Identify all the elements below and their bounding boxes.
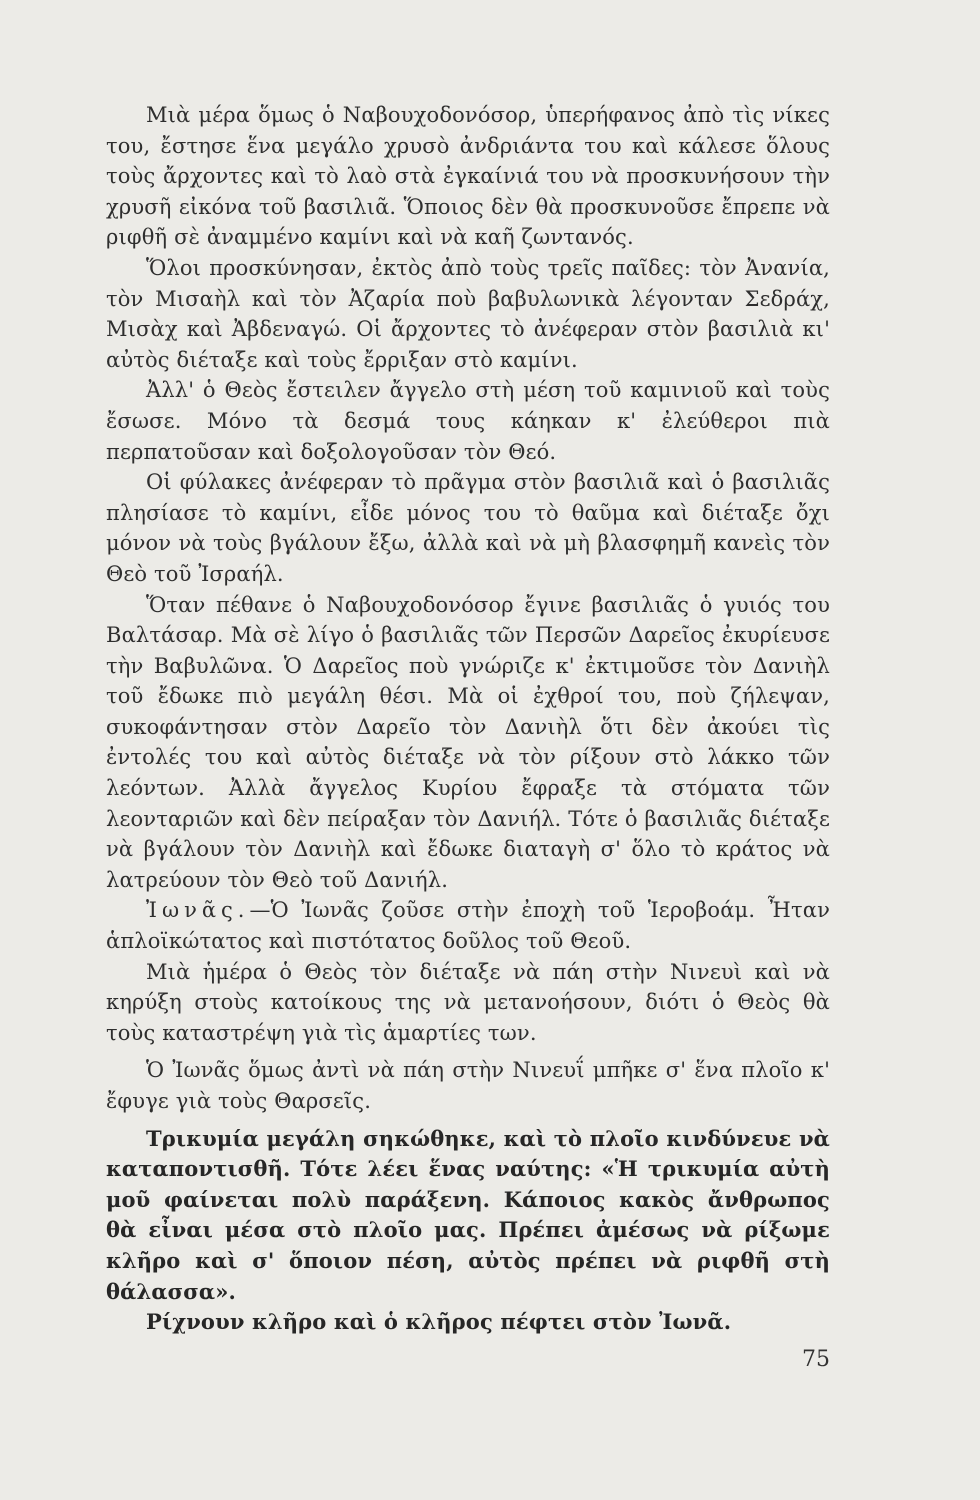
paragraph-8: Ὁ Ἰωνᾶς ὅμως ἀντὶ νὰ πάη στὴν Νινευΐ μπῆκε σ' ἕνα πλοῖο κ' ἔφυγε γιὰ τοὺς Θαρσεῖς. bbox=[106, 1058, 830, 1113]
paragraph-9: Τρικυμία μεγάλη σηκώθηκε, καὶ τὸ πλοῖο κινδύνευε νὰ καταποντισθῆ. Τότε λέει ἕνας ναύτης: «Ἡ τρικυμία αὐτὴ μοῦ φαίνεται πολὺ παράξενη. Κάποιος κακὸς ἄνθρωπος θὰ εἶναι μέσα στὸ πλοῖο μας. Πρέπει ἀμέσως νὰ ρίξωμε κλῆρο καὶ σ' ὅποιον πέση, αὐτὸς πρέπει νὰ ριφθῆ στὴ θάλασσα». bbox=[106, 1125, 830, 1304]
paragraph-7: Μιὰ ἡμέρα ὁ Θεὸς τὸν διέταξε νὰ πάη στὴν Νινευὶ καὶ νὰ κηρύξη στοὺς κατοίκους της νὰ μετανοήσουν, διότι ὁ Θεὸς θὰ τοὺς καταστρέψη γιὰ τὶς ἁμαρτίες των. bbox=[106, 959, 830, 1045]
paragraph-2: Ὅλοι προσκύνησαν, ἐκτὸς ἀπὸ τοὺς τρεῖς παῖδες: τὸν Ἀνανία, τὸν Μισαὴλ καὶ τὸν Ἀζαρία ποὺ βαβυλωνικὰ λέγονταν Σεδράχ, Μισὰχ καὶ Ἀβδεναγώ. Οἱ ἄρχοντες τὸ ἀνέφεραν στὸν βασιλιὰ κι' αὐτὸς διέταξε καὶ τοὺς ἔρριξαν στὸ καμίνι. bbox=[106, 255, 830, 372]
paragraph-6 bbox=[106, 895, 830, 956]
paragraph-4: Οἱ φύλακες ἀνέφεραν τὸ πρᾶγμα στὸν βασιλιᾶ καὶ ὁ βασιλιᾶς πλησίασε τὸ καμίνι, εἶδε μόνος του τὸ θαῦμα καὶ διέταξε ὄχι μόνον νὰ τοὺς βγάλουν ἔξω, ἀλλὰ καὶ νὰ μὴ βλασφημῆ κανεὶς τὸν Θεὸ τοῦ Ἰσραήλ. bbox=[106, 470, 830, 586]
paragraph-3: Ἀλλ' ὁ Θεὸς ἔστειλεν ἄγγελο στὴ μέση τοῦ καμινιοῦ καὶ τοὺς ἔσωσε. Μόνο τὰ δεσμά τους κάηκαν κ' ἐλεύθεροι πιὰ περπατοῦσαν καὶ δοξολογοῦσαν τὸν Θεό. bbox=[106, 378, 830, 464]
paragraph-6-text: —Ὁ Ἰωνᾶς ζοῦσε στὴν ἐποχὴ τοῦ Ἱεροβοάμ. Ἦταν ἁπλοϊκώτατος καὶ πιστότατος δοῦλος τοῦ Θεοῦ. bbox=[106, 898, 830, 954]
paragraph-1: Μιὰ μέρα ὅμως ὁ Ναβουχοδονόσορ, ὑπερήφανος ἀπὸ τὶς νίκες του, ἔστησε ἕνα μεγάλο χρυσὸ ἀνδριάντα του καὶ κάλεσε ὅλους τοὺς ἄρχοντες καὶ τὸ λαὸ στὰ ἐγκαίνιά του νὰ προσκυνήσουν τὴν χρυσῆ εἰκόνα τοῦ βασιλιᾶ. Ὅποιος δὲν θὰ προσκυνοῦσε ἔπρεπε νὰ ριφθῆ σὲ ἀναμμένο καμίνι καὶ νὰ καῆ ζωντανός. bbox=[106, 103, 830, 250]
section-heading-ionas: Ἰωνᾶς. bbox=[146, 898, 250, 923]
paragraph-5: Ὅταν πέθανε ὁ Ναβουχοδονόσορ ἔγινε βασιλιᾶς ὁ γυιός του Βαλτάσαρ. Μὰ σὲ λίγο ὁ βασιλιᾶς τῶν Περσῶν Δαρεῖος ἐκυρίευσε τὴν Βαβυλῶνα. Ὁ Δαρεῖος ποὺ γνώριζε κ' ἐκτιμοῦσε τὸν Δανιὴλ τοῦ ἔδωκε πιὸ μεγάλη θέσι. Μὰ οἱ ἐχθροί του, ποὺ ζήλεψαν, συκοφάντησαν στὸν Δαρεῖο τὸν Δανιὴλ ὅτι δὲν ἀκούει τὶς ἐντολές του καὶ αὐτὸς διέταξε νὰ τὸν ρίξουν στὸ λάκκο τῶν λεόντων. Ἀλλὰ ἄγγελος Κυρίου ἔφραξε τὰ στόματα τῶν λεονταριῶν καὶ δὲν πείραξαν τὸν Δανιήλ. Τότε ὁ βασιλιᾶς διέταξε νὰ βγάλουν τὸν Δανιὴλ καὶ ἔδωκε διαταγὴ σ' ὅλο τὸ κράτος νὰ λατρεύουν τὸν Θεὸ τοῦ Δανιήλ. bbox=[106, 592, 830, 892]
paragraph-10: Ρίχνουν κλῆρο καὶ ὁ κλῆρος πέφτει στὸν Ἰωνᾶ. bbox=[146, 1309, 732, 1335]
page-number: 75 bbox=[802, 1347, 830, 1372]
body-text bbox=[106, 100, 830, 1338]
